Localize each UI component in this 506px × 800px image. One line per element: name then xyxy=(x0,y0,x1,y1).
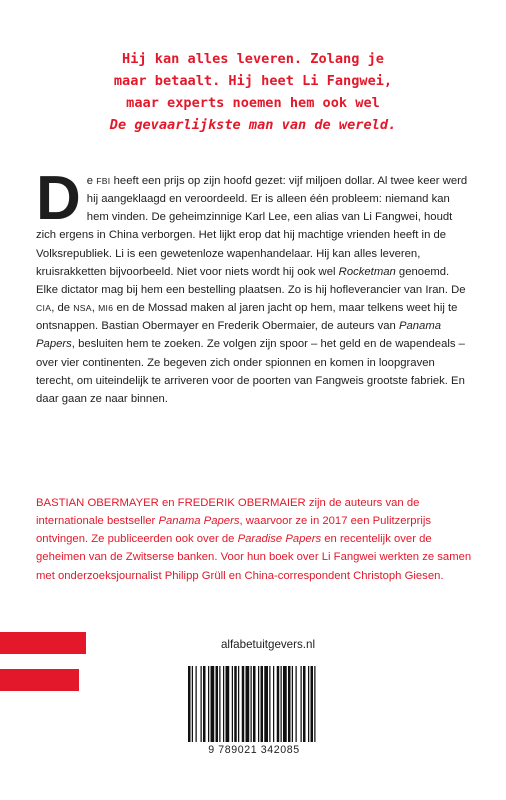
bio-paradise-papers: Paradise Papers xyxy=(237,533,322,546)
blurb-abbr-nsa: NSA xyxy=(73,303,92,314)
barcode-bar xyxy=(232,666,233,742)
drop-cap: D xyxy=(36,164,81,233)
barcode-bar xyxy=(311,666,314,742)
barcode-bar xyxy=(308,666,309,742)
barcode-bar xyxy=(246,666,250,742)
publisher-url: alfabetuitgevers.nl xyxy=(220,638,316,651)
barcode-bar xyxy=(264,666,268,742)
blurb-panama-papers: Panama Papers xyxy=(36,320,442,351)
blurb-paragraph xyxy=(36,164,474,408)
blurb-abbr-fbi: FBI xyxy=(96,176,111,186)
barcode-bar xyxy=(242,666,245,742)
blurb-text-4: , besluiten hem te zoeken. Ze volgen zijn spoor – het geld en de wapendeals – over vier continenten. Ze begeven zich onder spionnen en komen in loopgraven terecht, om uiteindelijk te arriveren voor de poorten van Fangweis grootste fabriek. En daar gaan ze naar binnen. xyxy=(36,338,465,405)
red-bar-top xyxy=(0,632,86,654)
barcode-bar xyxy=(258,666,259,742)
barcode-bar xyxy=(223,666,224,742)
barcode-bar xyxy=(234,666,237,742)
barcode-bar xyxy=(283,666,287,742)
blurb-text-1a: e xyxy=(86,175,97,187)
blurb-sep-1: , de xyxy=(51,302,74,315)
blurb-text-2: genoemd. Elke dictator mag bij hem een bestelling plaatsen. Zo is hij hofleverancier van Iran. De xyxy=(36,265,466,296)
barcode-bar xyxy=(277,666,280,742)
blurb-sep-2: , xyxy=(91,302,99,315)
bio-panama-papers: Panama Papers xyxy=(158,515,240,528)
barcode-bar xyxy=(269,666,270,742)
barcode-bar xyxy=(303,666,306,742)
red-bar-bottom xyxy=(0,669,79,691)
tagline-line-3: maar experts noemen hem ook wel xyxy=(126,95,380,111)
barcode-bar xyxy=(314,666,315,742)
barcode-bar xyxy=(253,666,256,742)
barcode-bar xyxy=(192,666,193,742)
blurb-text-3: en de Mossad maken al jaren jacht op hem, maar telkens weet hij te ontsnappen. Bastian Obermayer en Frederik Obermaier, de auteurs van xyxy=(36,302,458,333)
blurb-rocketman: Rocketman xyxy=(338,265,396,278)
barcode-bar xyxy=(292,666,293,742)
tagline-line-4: De gevaarlijkste man van de wereld. xyxy=(109,117,397,133)
barcode-bar xyxy=(216,666,219,742)
barcode-bar xyxy=(251,666,252,742)
barcode-bar xyxy=(203,666,206,742)
bio-text-3: en recentelijk over de geheimen van de Zwitserse banken. Voor hun boek over Li Fangwei werkten ze samen met onderzoeksjournalist Philipp Grüll en China-correspondent Christoph Giesen. xyxy=(36,533,472,582)
barcode-bars xyxy=(178,662,328,746)
barcode-bar xyxy=(196,666,197,742)
isbn-number: 9 789021 342085 xyxy=(208,744,300,756)
barcode-bar xyxy=(201,666,202,742)
blurb-abbr-cia: CIA xyxy=(36,303,52,314)
blurb-abbr-mi6: MI6 xyxy=(98,303,114,314)
bio-text-2: , waarvoor ze in 2017 een Pulitzerprijs ontvingen. Ze publiceerden ook over de xyxy=(36,515,432,546)
barcode-bar xyxy=(238,666,239,742)
barcode-bar xyxy=(261,666,264,742)
tagline-line-1: Hij kan alles leveren. Zolang je xyxy=(122,51,384,67)
blurb-text-1b: heeft een prijs op zijn hoofd gezet: vijf miljoen dollar. Al twee keer werd hij aangeklaagd en veroordeeld. Er is alleen één probleem: niemand kan hem vinden. De geheimzinnige Karl Lee, een alias van Li Fangwei, houdt zich ergens in China verborgen. Het lijkt erop dat hij machtige vrienden heeft in de Volksrepubliek. Li is een gewetenloze wapenhandelaar. Hij kan alles leveren, kruisrakketten bijvoorbeeld. Niet voor niets wordt hij ook wel xyxy=(36,175,468,278)
barcode-bar xyxy=(296,666,297,742)
barcode-bar xyxy=(188,666,191,742)
author-bio xyxy=(36,494,474,585)
tagline-line-2: maar betaalt. Hij heet Li Fangwei, xyxy=(113,73,393,89)
barcode-bar xyxy=(301,666,302,742)
barcode-bar xyxy=(281,666,282,742)
barcode-bar xyxy=(211,666,215,742)
barcode-bar xyxy=(226,666,230,742)
barcode-bar xyxy=(288,666,291,742)
barcode-bar xyxy=(219,666,220,742)
bio-text-1: BASTIAN OBERMAYER en FREDERIK OBERMAIER zijn de auteurs van de internationale bestseller xyxy=(36,497,420,528)
tagline xyxy=(40,48,466,136)
barcode-bar xyxy=(208,666,209,742)
barcode-bar xyxy=(273,666,274,742)
